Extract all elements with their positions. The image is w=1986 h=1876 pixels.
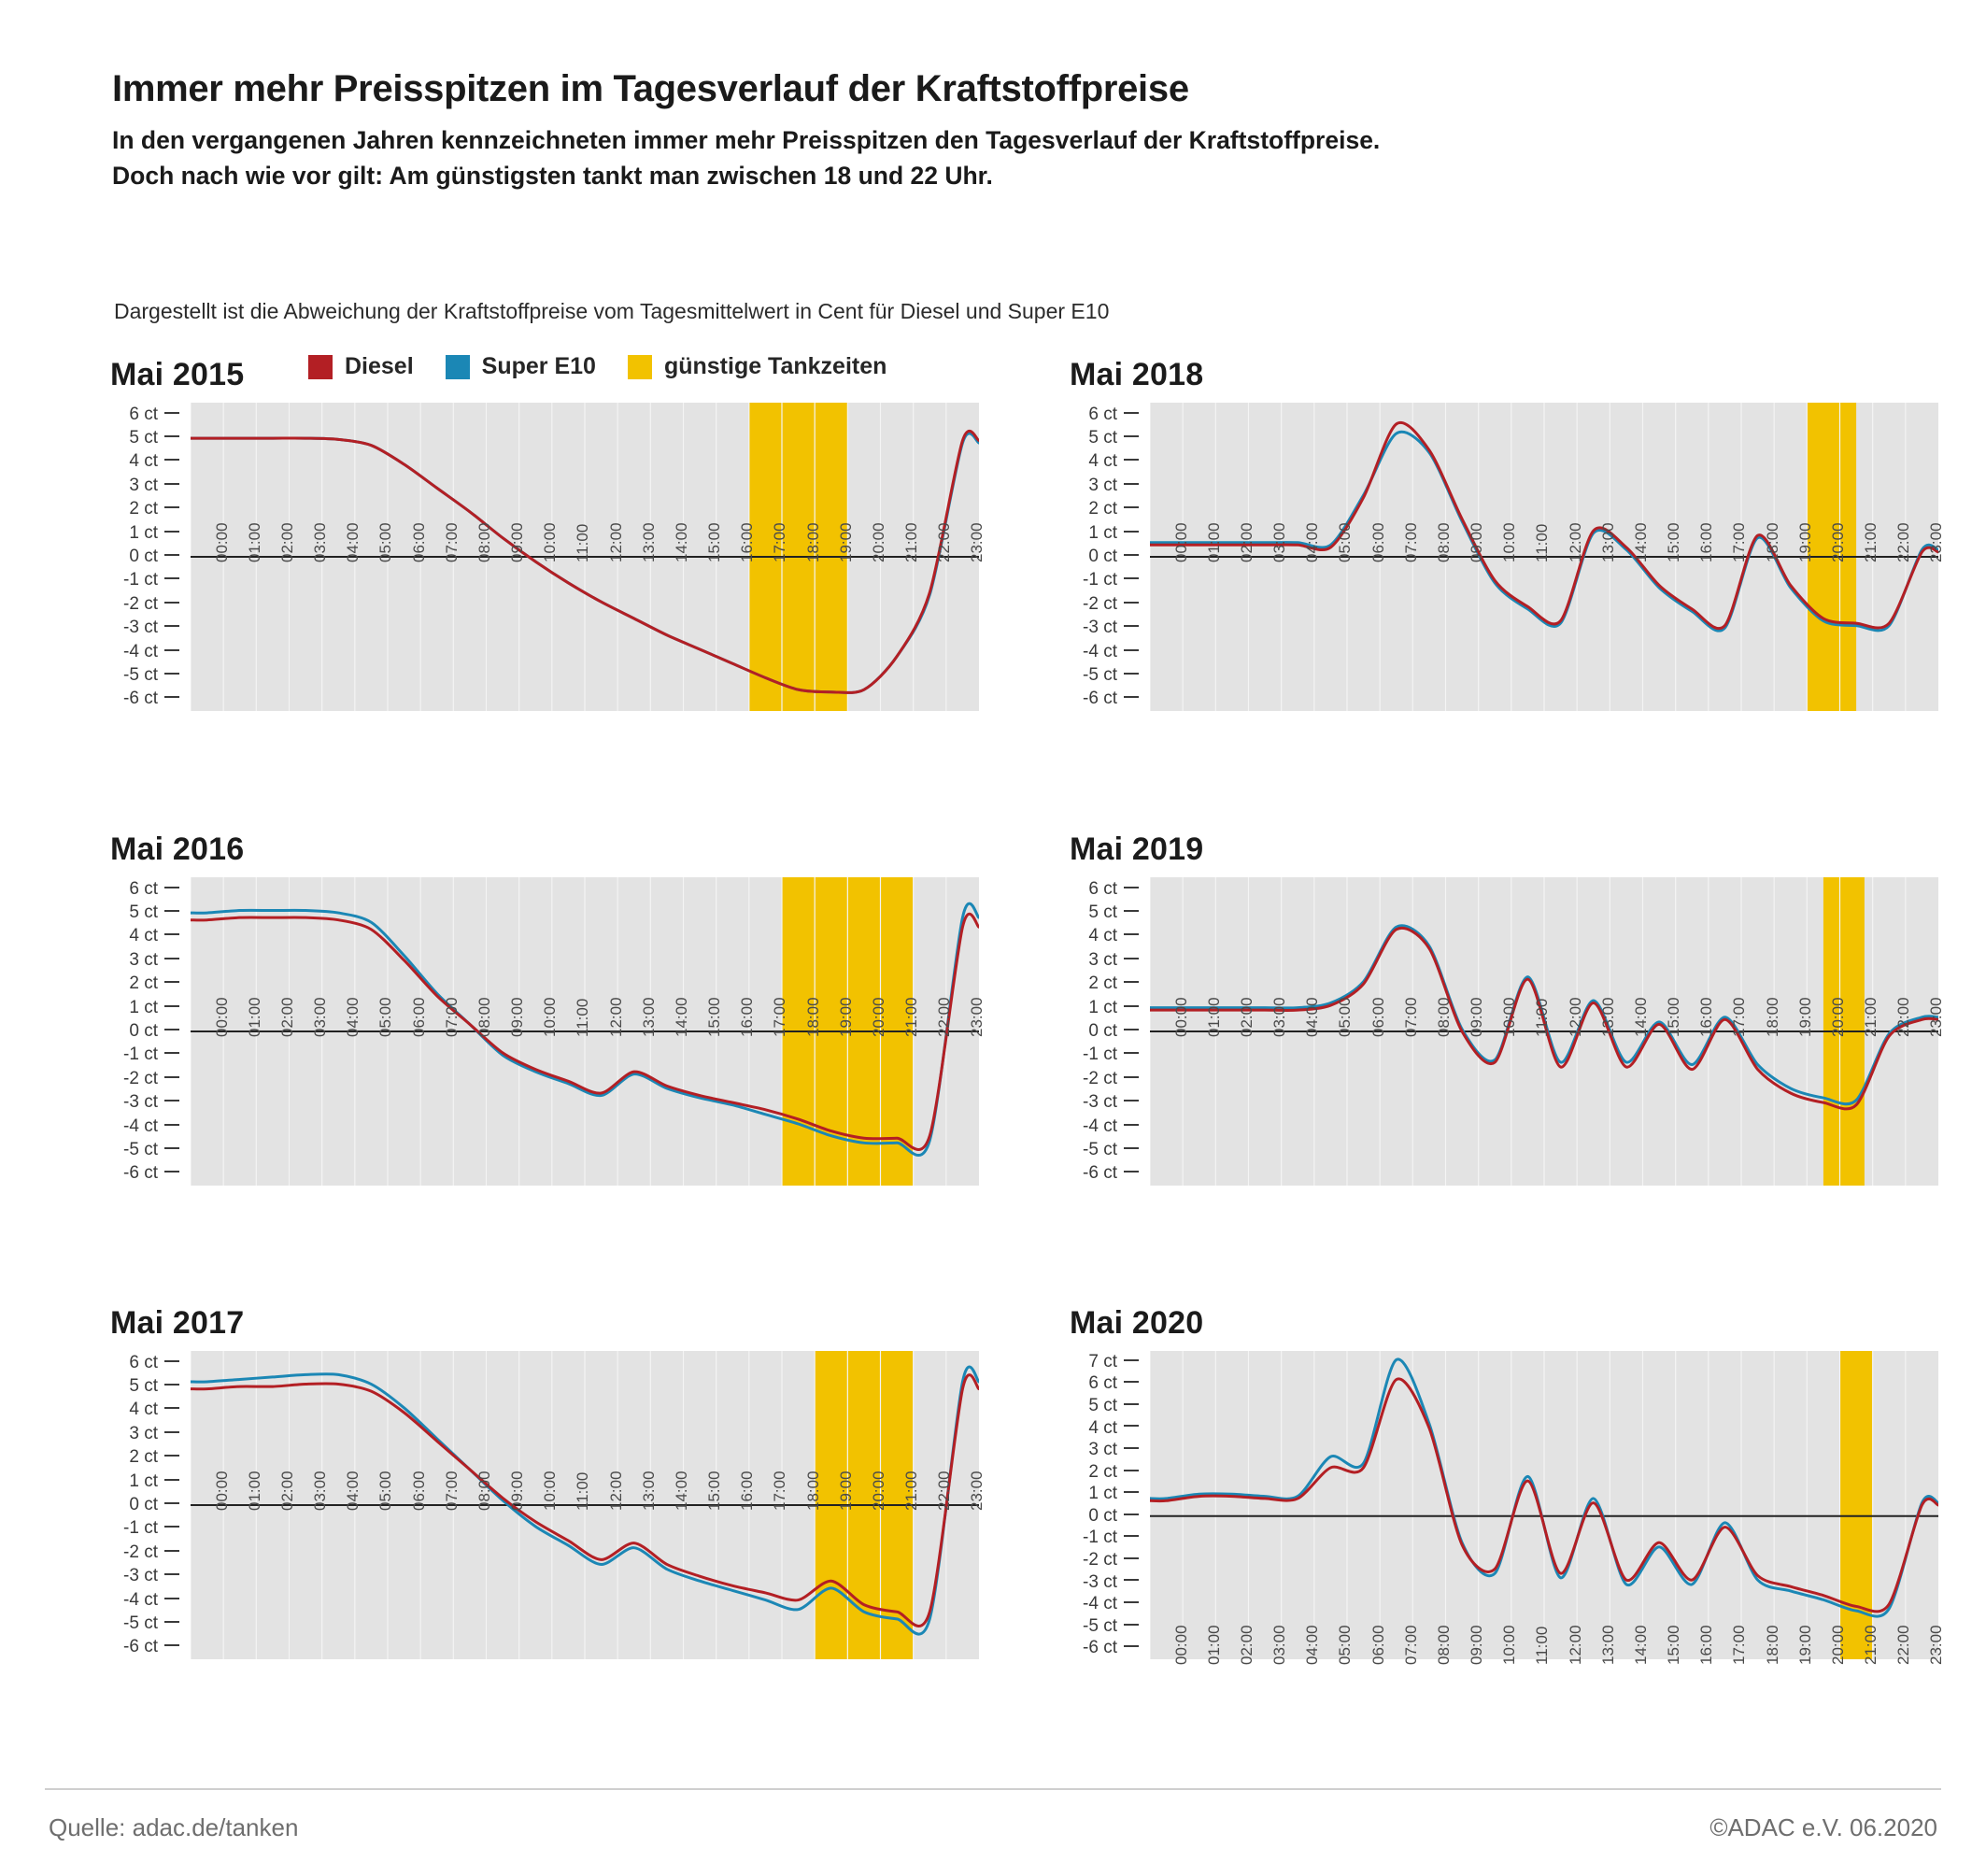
x-tick-label: 14:00	[672, 1471, 690, 1511]
x-tick-label: 10:00	[1500, 1625, 1519, 1665]
x-tick-label: 02:00	[277, 997, 296, 1037]
y-tick-label: 0 ct	[129, 1021, 179, 1042]
y-axis-labels	[110, 403, 183, 711]
x-tick-label: 18:00	[1763, 997, 1781, 1037]
x-tick-label: 10:00	[541, 1471, 560, 1511]
x-tick-label: 03:00	[1270, 522, 1289, 562]
x-tick-label: 21:00	[1862, 522, 1880, 562]
chart-title: Mai 2018	[1070, 357, 1204, 392]
y-tick-label: 0 ct	[1088, 547, 1139, 567]
x-tick-label: 11:00	[1533, 998, 1552, 1037]
y-tick-label: 3 ct	[129, 476, 179, 496]
y-tick-label: -1 ct	[1083, 570, 1139, 590]
y-tick-label: -4 ct	[123, 1116, 179, 1137]
x-tick-label: 06:00	[409, 997, 428, 1037]
x-tick-label: 14:00	[672, 997, 690, 1037]
x-tick-label: 10:00	[541, 997, 560, 1037]
x-tick-label: 01:00	[245, 1471, 263, 1511]
x-tick-label: 12:00	[1566, 1625, 1584, 1665]
x-tick-label: 11:00	[574, 523, 592, 562]
y-tick-label: -1 ct	[123, 570, 179, 590]
x-tick-label: 17:00	[771, 522, 789, 562]
x-tick-label: 03:00	[1270, 1625, 1289, 1665]
y-tick-label: -4 ct	[123, 1590, 179, 1611]
x-tick-label: 08:00	[1434, 522, 1453, 562]
x-tick-label: 08:00	[475, 1471, 493, 1511]
chart-title: Mai 2020	[1070, 1305, 1204, 1341]
y-tick-label: -6 ct	[123, 1163, 179, 1184]
x-tick-label: 11:00	[574, 1471, 592, 1511]
x-tick-label: 18:00	[803, 1471, 822, 1511]
page-title: Immer mehr Preisspitzen im Tagesverlauf der Kraftstoffpreise	[112, 68, 1189, 109]
x-tick-label: 16:00	[738, 1471, 757, 1511]
plot-wrap	[1070, 403, 1946, 748]
y-tick-label: -1 ct	[1083, 1045, 1139, 1065]
y-axis-labels	[110, 1351, 183, 1659]
y-tick-label: 2 ct	[1088, 974, 1139, 994]
y-tick-label: -5 ct	[123, 1613, 179, 1634]
y-tick-label: 1 ct	[129, 1471, 179, 1492]
x-tick-label: 04:00	[1303, 997, 1322, 1037]
chart-mai-2015	[110, 357, 986, 748]
x-tick-label: 19:00	[836, 1471, 855, 1511]
chart-caption: Dargestellt ist die Abweichung der Kraftstoffpreise vom Tagesmittelwert in Cent für Diesel und Super E10	[114, 299, 1110, 323]
y-tick-label: 6 ct	[1088, 405, 1139, 425]
x-tick-label: 13:00	[639, 997, 658, 1037]
y-tick-label: 7 ct	[1088, 1352, 1139, 1372]
x-tick-label: 03:00	[311, 1471, 330, 1511]
x-tick-label: 00:00	[212, 1471, 231, 1511]
y-tick-label: 6 ct	[1088, 879, 1139, 900]
x-tick-label: 14:00	[672, 522, 690, 562]
x-tick-label: 09:00	[1468, 997, 1486, 1037]
x-tick-label: 20:00	[869, 997, 887, 1037]
plot-wrap	[1070, 877, 1946, 1223]
x-tick-label: 15:00	[1665, 997, 1683, 1037]
x-tick-label: 03:00	[311, 997, 330, 1037]
x-tick-label: 18:00	[803, 997, 822, 1037]
y-tick-label: -1 ct	[123, 1045, 179, 1065]
y-tick-label: -5 ct	[1083, 1140, 1139, 1160]
x-tick-label: 09:00	[508, 1471, 527, 1511]
x-tick-label: 09:00	[1468, 1625, 1486, 1665]
footer-divider	[45, 1788, 1941, 1790]
x-tick-label: 16:00	[738, 522, 757, 562]
x-tick-label: 16:00	[1697, 522, 1716, 562]
y-tick-label: 6 ct	[1088, 1373, 1139, 1394]
y-tick-label: 0 ct	[129, 547, 179, 567]
y-tick-label: 4 ct	[129, 451, 179, 472]
x-tick-label: 14:00	[1631, 997, 1650, 1037]
x-tick-label: 19:00	[836, 997, 855, 1037]
x-tick-label: 00:00	[212, 522, 231, 562]
x-tick-label: 19:00	[1795, 997, 1814, 1037]
plot-wrap	[1070, 1351, 1946, 1697]
y-tick-label: 1 ct	[129, 523, 179, 544]
y-tick-label: 6 ct	[129, 879, 179, 900]
x-tick-label: 13:00	[1598, 1625, 1617, 1665]
x-tick-label: 04:00	[344, 997, 362, 1037]
y-axis-labels	[110, 877, 183, 1186]
y-tick-label: -2 ct	[123, 594, 179, 615]
source-label: Quelle: adac.de/tanken	[49, 1813, 299, 1841]
x-tick-label: 12:00	[1566, 997, 1584, 1037]
x-tick-label: 18:00	[1763, 522, 1781, 562]
x-tick-label: 05:00	[1336, 1625, 1355, 1665]
y-axis-labels	[1070, 877, 1142, 1186]
x-axis-labels	[1150, 1625, 1946, 1740]
y-tick-label: 0 ct	[129, 1495, 179, 1515]
y-tick-label: -6 ct	[123, 689, 179, 709]
x-tick-label: 10:00	[1500, 997, 1519, 1037]
x-tick-label: 06:00	[1369, 522, 1387, 562]
x-tick-label: 21:00	[902, 997, 921, 1037]
y-tick-label: -3 ct	[1083, 1092, 1139, 1113]
y-tick-label: 2 ct	[1088, 499, 1139, 519]
x-tick-label: 21:00	[1862, 1625, 1880, 1665]
y-tick-label: 5 ct	[1088, 1396, 1139, 1416]
x-tick-label: 00:00	[212, 997, 231, 1037]
x-tick-label: 17:00	[771, 997, 789, 1037]
chart-title: Mai 2016	[110, 831, 245, 867]
x-tick-label: 04:00	[344, 522, 362, 562]
x-tick-label: 20:00	[1828, 1625, 1847, 1665]
y-tick-label: 5 ct	[129, 428, 179, 448]
y-tick-label: 2 ct	[129, 974, 179, 994]
y-tick-label: 0 ct	[1088, 1021, 1139, 1042]
y-tick-label: -6 ct	[1083, 1638, 1139, 1658]
x-tick-label: 23:00	[968, 1471, 986, 1511]
y-tick-label: -2 ct	[1083, 1550, 1139, 1570]
y-tick-label: -3 ct	[123, 1092, 179, 1113]
x-tick-label: 16:00	[738, 997, 757, 1037]
y-tick-label: -2 ct	[123, 1542, 179, 1563]
x-tick-label: 02:00	[277, 1471, 296, 1511]
legend-label-super-e10: Super E10	[481, 353, 596, 379]
x-tick-label: 04:00	[344, 1471, 362, 1511]
y-tick-label: -6 ct	[123, 1637, 179, 1657]
x-tick-label: 05:00	[1336, 522, 1355, 562]
x-tick-label: 17:00	[771, 1471, 789, 1511]
x-tick-label: 21:00	[902, 522, 921, 562]
y-tick-label: 6 ct	[129, 1353, 179, 1373]
x-tick-label: 00:00	[1171, 522, 1190, 562]
y-tick-label: 3 ct	[129, 950, 179, 971]
x-tick-label: 22:00	[1894, 997, 1913, 1037]
y-tick-label: -3 ct	[123, 618, 179, 638]
x-tick-label: 08:00	[1434, 997, 1453, 1037]
y-tick-label: -6 ct	[1083, 689, 1139, 709]
plot-wrap	[110, 403, 986, 748]
x-tick-label: 20:00	[869, 522, 887, 562]
x-tick-label: 01:00	[245, 997, 263, 1037]
y-tick-label: -4 ct	[123, 642, 179, 662]
x-tick-label: 13:00	[639, 1471, 658, 1511]
legend-label-guenstige-tankzeiten: günstige Tankzeiten	[663, 353, 887, 379]
y-tick-label: -5 ct	[123, 1140, 179, 1160]
x-tick-label: 10:00	[541, 522, 560, 562]
x-tick-label: 01:00	[1204, 1625, 1223, 1665]
y-tick-label: -2 ct	[1083, 1069, 1139, 1089]
subtitle-line-2: Doch nach wie vor gilt: Am günstigsten tankt man zwischen 18 und 22 Uhr.	[112, 161, 993, 190]
copyright-label: ©ADAC e.V. 06.2020	[1709, 1813, 1937, 1841]
x-tick-label: 23:00	[1927, 1625, 1946, 1665]
y-tick-label: 4 ct	[1088, 926, 1139, 946]
y-tick-label: -3 ct	[1083, 618, 1139, 638]
x-tick-label: 22:00	[1894, 1625, 1913, 1665]
x-tick-label: 15:00	[705, 1471, 724, 1511]
y-tick-label: 2 ct	[1088, 1462, 1139, 1483]
x-tick-label: 10:00	[1500, 522, 1519, 562]
y-tick-label: -5 ct	[123, 665, 179, 686]
x-tick-label: 00:00	[1171, 1625, 1190, 1665]
x-tick-label: 22:00	[935, 1471, 954, 1511]
x-tick-label: 23:00	[968, 997, 986, 1037]
x-tick-label: 06:00	[1369, 997, 1387, 1037]
x-tick-label: 01:00	[1204, 997, 1223, 1037]
y-tick-label: 5 ct	[129, 902, 179, 923]
y-tick-label: 2 ct	[129, 499, 179, 519]
x-tick-label: 12:00	[606, 1471, 625, 1511]
x-tick-label: 20:00	[869, 1471, 887, 1511]
chart-title: Mai 2019	[1070, 831, 1204, 867]
y-tick-label: -1 ct	[1083, 1528, 1139, 1548]
x-tick-label: 02:00	[277, 522, 296, 562]
x-tick-label: 21:00	[902, 1471, 921, 1511]
y-tick-label: -3 ct	[1083, 1572, 1139, 1593]
x-tick-label: 20:00	[1828, 997, 1847, 1037]
chart-mai-2018	[1070, 357, 1946, 748]
x-tick-label: 08:00	[1434, 1625, 1453, 1665]
y-tick-label: 1 ct	[1088, 523, 1139, 544]
y-tick-label: -4 ct	[1083, 642, 1139, 662]
y-tick-label: 4 ct	[1088, 1418, 1139, 1439]
x-tick-label: 09:00	[508, 997, 527, 1037]
x-tick-label: 02:00	[1237, 997, 1255, 1037]
y-tick-label: 6 ct	[129, 405, 179, 425]
y-tick-label: 1 ct	[1088, 1484, 1139, 1504]
x-tick-label: 00:00	[1171, 997, 1190, 1037]
x-tick-label: 15:00	[1665, 1625, 1683, 1665]
x-tick-label: 15:00	[705, 997, 724, 1037]
plot-area	[191, 877, 979, 1186]
y-tick-label: -6 ct	[1083, 1163, 1139, 1184]
y-tick-label: 4 ct	[129, 926, 179, 946]
y-tick-label: -5 ct	[1083, 665, 1139, 686]
x-tick-label: 18:00	[1763, 1625, 1781, 1665]
y-tick-label: -2 ct	[1083, 594, 1139, 615]
x-tick-label: 22:00	[935, 522, 954, 562]
x-tick-label: 05:00	[376, 522, 395, 562]
plot-area	[1150, 403, 1938, 711]
y-tick-label: 5 ct	[129, 1376, 179, 1397]
y-tick-label: -1 ct	[123, 1518, 179, 1539]
x-tick-label: 12:00	[606, 997, 625, 1037]
plot-area	[191, 403, 979, 711]
plot-area	[1150, 877, 1938, 1186]
x-tick-label: 11:00	[1533, 523, 1552, 562]
y-tick-label: 5 ct	[1088, 902, 1139, 923]
x-tick-label: 20:00	[1828, 522, 1847, 562]
chart-title: Mai 2015	[110, 357, 245, 392]
x-tick-label: 23:00	[968, 522, 986, 562]
x-tick-label: 15:00	[1665, 522, 1683, 562]
x-tick-label: 18:00	[803, 522, 822, 562]
y-tick-label: -3 ct	[123, 1566, 179, 1586]
x-tick-label: 11:00	[1533, 1626, 1552, 1665]
x-tick-label: 02:00	[1237, 1625, 1255, 1665]
chart-mai-2020	[1070, 1305, 1946, 1697]
x-tick-label: 13:00	[639, 522, 658, 562]
x-tick-label: 03:00	[311, 522, 330, 562]
x-tick-label: 22:00	[1894, 522, 1913, 562]
x-tick-label: 14:00	[1631, 522, 1650, 562]
y-tick-label: -4 ct	[1083, 1116, 1139, 1137]
x-tick-label: 22:00	[935, 997, 954, 1037]
x-tick-label: 04:00	[1303, 1625, 1322, 1665]
legend-label-diesel: Diesel	[345, 353, 414, 379]
x-tick-label: 07:00	[442, 522, 461, 562]
y-tick-label: 4 ct	[1088, 451, 1139, 472]
chart-mai-2017	[110, 1305, 986, 1697]
x-tick-label: 12:00	[606, 522, 625, 562]
x-tick-label: 04:00	[1303, 522, 1322, 562]
x-tick-label: 11:00	[574, 998, 592, 1037]
y-tick-label: 4 ct	[129, 1400, 179, 1420]
x-tick-label: 07:00	[1401, 1625, 1420, 1665]
x-tick-label: 12:00	[1566, 522, 1584, 562]
x-tick-label: 07:00	[1401, 997, 1420, 1037]
x-tick-label: 07:00	[1401, 522, 1420, 562]
y-tick-label: -4 ct	[1083, 1594, 1139, 1614]
y-tick-label: -5 ct	[1083, 1616, 1139, 1637]
x-tick-label: 15:00	[705, 522, 724, 562]
y-tick-label: 3 ct	[1088, 1440, 1139, 1460]
x-tick-label: 06:00	[409, 1471, 428, 1511]
x-tick-label: 21:00	[1862, 997, 1880, 1037]
x-tick-label: 06:00	[409, 522, 428, 562]
y-axis-labels	[1070, 1351, 1142, 1659]
x-tick-label: 19:00	[1795, 1625, 1814, 1665]
x-tick-label: 16:00	[1697, 997, 1716, 1037]
y-tick-label: 5 ct	[1088, 428, 1139, 448]
x-tick-label: 07:00	[442, 997, 461, 1037]
x-tick-label: 23:00	[1927, 997, 1946, 1037]
y-tick-label: 2 ct	[129, 1447, 179, 1468]
chart-mai-2016	[110, 831, 986, 1223]
chart-mai-2019	[1070, 831, 1946, 1223]
x-tick-label: 14:00	[1631, 1625, 1650, 1665]
y-tick-label: 3 ct	[1088, 950, 1139, 971]
x-tick-label: 09:00	[508, 522, 527, 562]
y-tick-label: 1 ct	[129, 998, 179, 1018]
x-tick-label: 17:00	[1730, 1625, 1749, 1665]
y-tick-label: 3 ct	[1088, 476, 1139, 496]
chart-title: Mai 2017	[110, 1305, 245, 1341]
plot-area	[1150, 1351, 1938, 1659]
y-axis-labels	[1070, 403, 1142, 711]
x-tick-label: 03:00	[1270, 997, 1289, 1037]
header	[112, 67, 1887, 193]
x-tick-label: 01:00	[245, 522, 263, 562]
plot-area	[191, 1351, 979, 1659]
page-subtitle	[112, 123, 1887, 193]
x-tick-label: 08:00	[475, 522, 493, 562]
y-tick-label: 0 ct	[1088, 1506, 1139, 1527]
x-tick-label: 05:00	[1336, 997, 1355, 1037]
subtitle-line-1: In den vergangenen Jahren kennzeichneten immer mehr Preisspitzen den Tagesverlauf der Kraftstoffpreise.	[112, 126, 1381, 154]
x-tick-label: 08:00	[475, 997, 493, 1037]
y-tick-label: 1 ct	[1088, 998, 1139, 1018]
x-tick-label: 05:00	[376, 1471, 395, 1511]
x-tick-label: 23:00	[1927, 522, 1946, 562]
x-tick-label: 16:00	[1697, 1625, 1716, 1665]
x-tick-label: 09:00	[1468, 522, 1486, 562]
x-tick-label: 02:00	[1237, 522, 1255, 562]
x-tick-label: 06:00	[1369, 1625, 1387, 1665]
x-tick-label: 19:00	[1795, 522, 1814, 562]
x-tick-label: 13:00	[1598, 997, 1617, 1037]
plot-wrap	[110, 877, 986, 1223]
x-tick-label: 07:00	[442, 1471, 461, 1511]
x-tick-label: 19:00	[836, 522, 855, 562]
plot-wrap	[110, 1351, 986, 1697]
x-tick-label: 17:00	[1730, 522, 1749, 562]
y-tick-label: 3 ct	[129, 1424, 179, 1444]
x-tick-label: 05:00	[376, 997, 395, 1037]
y-tick-label: -2 ct	[123, 1069, 179, 1089]
x-tick-label: 13:00	[1598, 522, 1617, 562]
x-tick-label: 17:00	[1730, 997, 1749, 1037]
x-tick-label: 01:00	[1204, 522, 1223, 562]
